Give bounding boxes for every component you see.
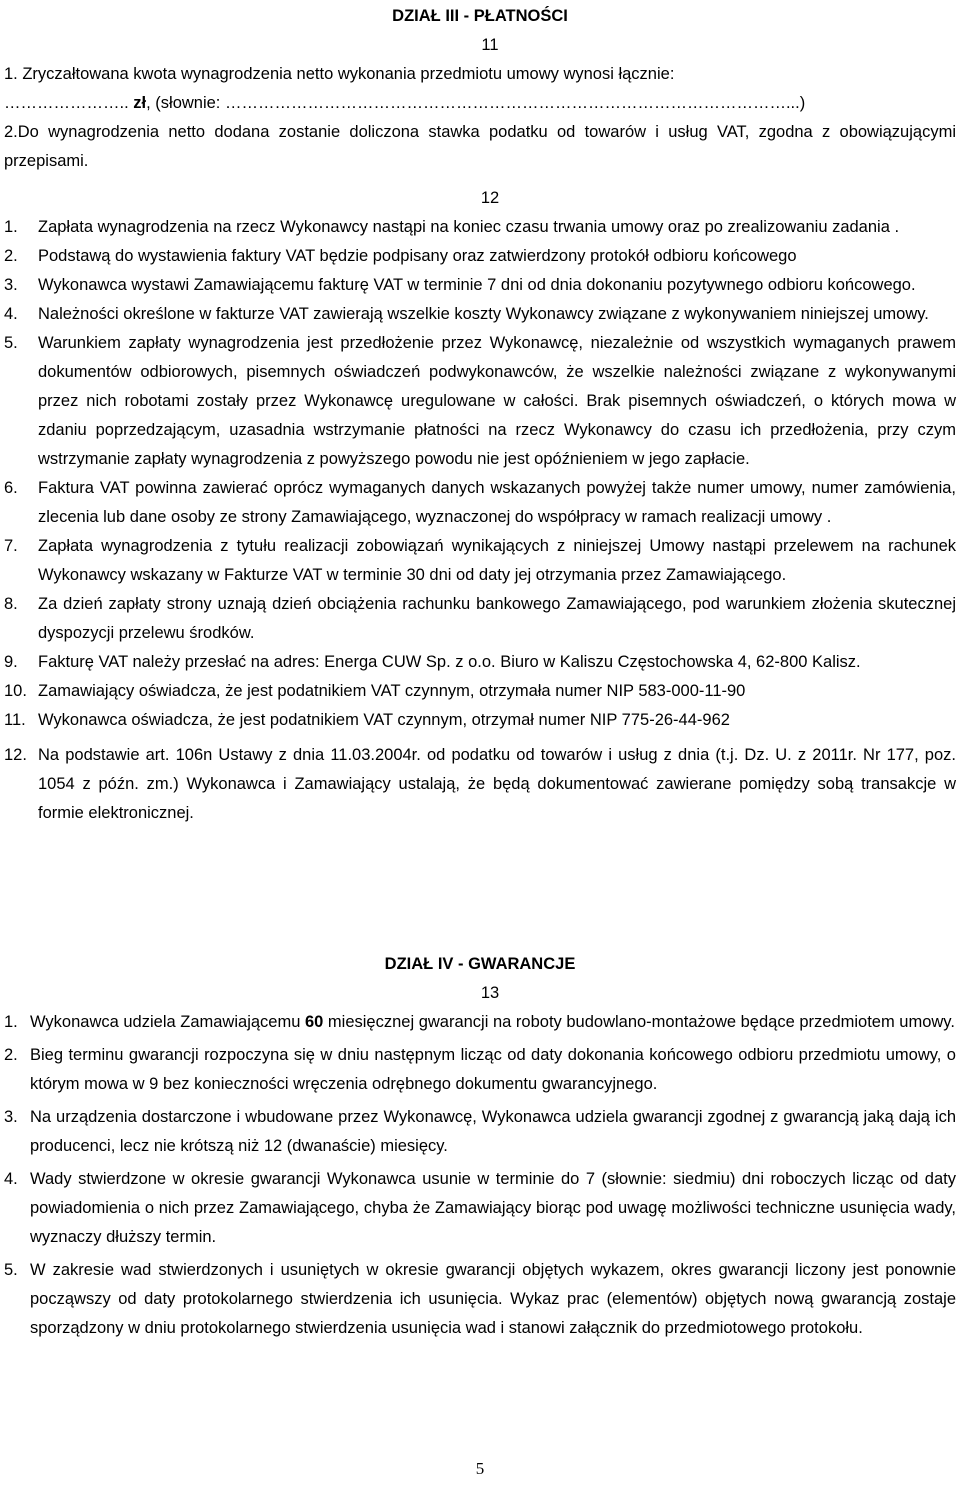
warranty-text-post: miesięcznej gwarancji na roboty budowlano-montażowe będące przedmiotem umowy. xyxy=(323,1013,955,1031)
list-item xyxy=(4,1041,956,1099)
item-text: Wykonawca oświadcza, że jest podatnikiem VAT czynnym, otrzymał numer NIP 775-26-44-962 xyxy=(38,711,730,729)
list-item xyxy=(4,648,956,677)
list-item xyxy=(4,741,956,828)
list-item xyxy=(4,706,956,735)
list-item xyxy=(4,677,956,706)
paragraph-13-list xyxy=(4,1041,956,1343)
item-text: Fakturę VAT należy przesłać na adres: Energa CUW Sp. z o.o. Biuro w Kaliszu Częstochowska 4, 62-800 Kalisz. xyxy=(38,653,861,671)
list-item xyxy=(4,532,956,590)
list-item xyxy=(4,300,956,329)
list-item xyxy=(4,242,956,271)
section-4 xyxy=(4,950,956,1343)
item-number: 5. xyxy=(4,334,18,352)
item-number: 3. xyxy=(4,1108,18,1126)
currency-label: zł xyxy=(133,94,147,112)
warranty-text-pre: Wykonawca udziela Zamawiającemu xyxy=(30,1013,305,1031)
paragraph-11-point-2: 2.Do wynagrodzenia netto dodana zostanie doliczona stawka podatku od towarów i usług VAT, zgodna z obowiązującymi przepisami. xyxy=(4,123,956,170)
item-text: Wykonawca wystawi Zamawiającemu fakturę VAT w terminie 7 dni od dnia dokonaniu pozytywnego odbioru końcowego. xyxy=(38,276,916,294)
item-number: 2. xyxy=(4,247,18,265)
paragraph-symbol-12: 12 xyxy=(480,189,500,207)
paragraph-13-mark xyxy=(4,979,956,1008)
item-text: Faktura VAT powinna zawierać oprócz wymaganych danych wskazanych powyżej także numer umowy, numer zamówienia, zlecenia lub dane osoby ze strony Zamawiającego, wyznaczonej do współpracy w ramach realizacji umowy . xyxy=(38,479,956,526)
paragraph-symbol-13: 13 xyxy=(480,984,500,1002)
item-number: 8. xyxy=(4,595,18,613)
item-text: Podstawą do wystawienia faktury VAT będzie podpisany oraz zatwierdzony protokół odbioru końcowego xyxy=(38,247,797,265)
amount-words-dots: , (słownie: …………………………………………………………………………………………...) xyxy=(146,94,806,112)
item-text: Na podstawie art. 106n Ustawy z dnia 11.03.2004r. od podatku od towarów i usług z dnia (t.j. Dz. U. z 2011r. Nr 177, poz. 1054 z późn. zm.) Wykonawca i Zamawiający ustalają, że będą dokumentować zawierane pomiędzy sobą transakcje w formie elektronicznej. xyxy=(38,746,956,822)
paragraph-11-amount-line xyxy=(4,89,956,118)
paragraph-12-mark xyxy=(4,184,956,213)
item-text: W zakresie wad stwierdzonych i usuniętych w okresie gwarancji objętych wykazem, okres gwarancji liczony jest ponownie począwszy od daty protokolarnego stwierdzenia ich usunięcia. Wykaz prac (elementów) objętych nową gwarancją zostaje sporządzony w dniu protokolarnego stwierdzenia usunięcia wad i stanowi załącznik do przedmiotowego protokołu. xyxy=(30,1261,956,1337)
paragraph-12 xyxy=(4,184,956,828)
item-text: Na urządzenia dostarczone i wbudowane przez Wykonawcę, Wykonawca udziela gwarancji zgodnej z gwarancją jaką dają ich producenci, lecz nie krótszą niż 12 (dwanaście) miesięcy. xyxy=(30,1108,956,1155)
item-number: 1. xyxy=(4,1013,18,1031)
item-text: Zapłata wynagrodzenia na rzecz Wykonawcy nastąpi na koniec czasu trwania umowy oraz po zrealizowaniu zadania . xyxy=(38,218,900,236)
item-number: 4. xyxy=(4,1170,18,1188)
page-number: 5 xyxy=(475,1459,485,1478)
list-item xyxy=(4,1103,956,1161)
paragraph-12-list xyxy=(4,213,956,828)
list-item xyxy=(4,474,956,532)
item-text xyxy=(30,1008,956,1037)
item-text: Zamawiający oświadcza, że jest podatnikiem VAT czynnym, otrzymała numer NIP 583-000-11-90 xyxy=(38,682,746,700)
amount-dots: ………………….. xyxy=(4,94,134,112)
item-text: Za dzień zapłaty strony uznają dzień obciążenia rachunku bankowego Zamawiającego, pod warunkiem złożenia skutecznej dyspozycji przelewu środków. xyxy=(38,595,956,642)
paragraph-11-mark xyxy=(4,31,956,60)
item-number: 12. xyxy=(4,746,27,764)
warranty-months: 60 xyxy=(304,1013,324,1031)
item-text: Wady stwierdzone w okresie gwarancji Wykonawca usunie w terminie do 7 (słownie: siedmiu) dni roboczych licząc od daty powiadomienia o nich przez Zamawiającego, chyba że Zamawiający biorąc pod uwagę możliwości techniczne usunięcia wady, wyznaczy dłuższy termin. xyxy=(30,1170,956,1246)
item-number: 11. xyxy=(4,711,26,729)
list-item xyxy=(4,271,956,300)
list-item xyxy=(4,329,956,474)
section-3 xyxy=(4,2,956,176)
item-text: Warunkiem zapłaty wynagrodzenia jest przedłożenie przez Wykonawcę, niezależnie od wszystkich wymaganych prawem dokumentów odbiorowych, pisemnych oświadczeń podwykonawców, że wszelkie należności związane z wykonywanymi przez nich robotami zostały przez Wykonawcę uregulowane w całości. Brak pisemnych oświadczeń, o których mowa w zdaniu poprzedzającym, uzasadnia wstrzymanie płatności na rzecz Wykonawcy do czasu ich przedłożenia, przy czym wstrzymanie zapłaty wynagrodzenia z powyższego powodu nie jest opóźnieniem w jego zapłacie. xyxy=(38,334,956,468)
item-number: 5. xyxy=(4,1261,18,1279)
item-text: Bieg terminu gwarancji rozpoczyna się w dniu następnym licząc od daty dokonania końcowego odbioru przedmiotu umowy, o którym mowa w 9 bez konieczności wręczenia odrębnego dokumentu gwarancyjnego. xyxy=(30,1046,956,1093)
item-number: 2. xyxy=(4,1046,18,1064)
paragraph-symbol-11: 11 xyxy=(481,36,499,54)
section-3-heading: DZIAŁ III - PŁATNOŚCI xyxy=(392,7,568,25)
item-number: 4. xyxy=(4,305,18,323)
item-text: Zapłata wynagrodzenia z tytułu realizacji zobowiązań wynikających z niniejszej Umowy nastąpi przelewem na rachunek Wykonawcy wskazany w Fakturze VAT w terminie 30 dni od daty jej otrzymania przez Zamawiającego. xyxy=(38,537,956,584)
item-number: 3. xyxy=(4,276,18,294)
item-number: 7. xyxy=(4,537,18,555)
section-4-heading: DZIAŁ IV - GWARANCJE xyxy=(384,955,576,973)
list-item xyxy=(4,1165,956,1252)
item-number: 10. xyxy=(4,682,27,700)
list-item xyxy=(4,590,956,648)
item-number: 1. xyxy=(4,218,18,236)
list-item xyxy=(4,1256,956,1343)
item-text: Należności określone w fakturze VAT zawierają wszelkie koszty Wykonawcy związane z wykonywaniem niniejszej umowy. xyxy=(38,305,929,323)
item-number: 6. xyxy=(4,479,18,497)
paragraph-13-item-1 xyxy=(4,1008,956,1037)
item-number: 9. xyxy=(4,653,18,671)
list-item xyxy=(4,213,956,242)
paragraph-11-point-1: 1. Zryczałtowana kwota wynagrodzenia netto wykonania przedmiotu umowy wynosi łącznie: xyxy=(4,65,675,83)
